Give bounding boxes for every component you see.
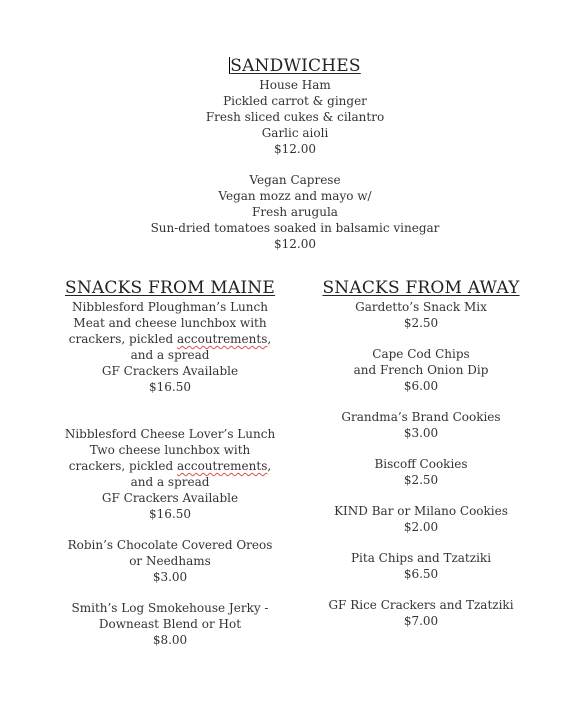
away-item-gardettos — [320, 299, 522, 331]
maine-item-ploughmans-lunch — [60, 299, 280, 395]
item-line: crackers, pickled accoutrements, — [68, 459, 272, 473]
item-price: $7.00 — [403, 614, 439, 628]
away-item-gf-rice-crackers — [320, 597, 522, 629]
item-price: $6.50 — [403, 567, 439, 581]
item-line: and a spread — [130, 348, 210, 362]
item-note: GF Crackers Available — [101, 364, 239, 378]
maine-item-robins-oreos — [60, 537, 280, 585]
item-price: $12.00 — [274, 237, 316, 251]
away-item-cape-cod-chips — [320, 346, 522, 394]
item-line: and a spread — [130, 475, 210, 489]
item-price: $2.50 — [403, 316, 439, 330]
away-item-kind-or-milano — [320, 503, 522, 535]
item-line: Fresh sliced cukes & cilantro — [205, 110, 385, 124]
item-name: KIND Bar or Milano Cookies — [334, 504, 508, 518]
item-price: $16.50 — [149, 507, 191, 521]
item-line: Sun-dried tomatoes soaked in balsamic vinegar — [150, 221, 440, 235]
item-price: $3.00 — [152, 570, 188, 584]
item-line: Garlic aioli — [261, 126, 329, 140]
item-name: Gardetto’s Snack Mix — [355, 300, 487, 314]
item-name: Biscoff Cookies — [374, 457, 468, 471]
item-name: Cape Cod Chips — [372, 347, 470, 361]
item-price: $8.00 — [152, 633, 188, 647]
snacks-from-away-title: SNACKS FROM AWAY — [322, 278, 520, 298]
maine-item-smiths-jerky — [60, 600, 280, 648]
item-price: $2.50 — [403, 473, 439, 487]
item-name: Pita Chips and Tzatziki — [350, 551, 492, 565]
item-note: GF Crackers Available — [101, 491, 239, 505]
item-name: Nibblesford Ploughman’s Lunch — [72, 300, 268, 314]
item-price: $12.00 — [274, 142, 316, 156]
misspelled-word: accoutrements — [176, 332, 268, 346]
item-line: Fresh arugula — [252, 205, 338, 219]
item-line: Meat and cheese lunchbox with — [73, 316, 267, 330]
item-line: crackers, pickled accoutrements, — [68, 332, 272, 346]
item-line: and French Onion Dip — [353, 363, 489, 377]
item-line: Two cheese lunchbox with — [89, 443, 251, 457]
item-name: Grandma’s Brand Cookies — [341, 410, 501, 424]
item-name: Smith’s Log Smokehouse Jerky - — [71, 601, 269, 615]
item-price: $3.00 — [403, 426, 439, 440]
item-price: $6.00 — [403, 379, 439, 393]
item-price: $16.50 — [149, 380, 191, 394]
snacks-from-away-section — [320, 277, 522, 629]
misspelled-word: accoutrements — [176, 459, 268, 473]
item-name: Robin’s Chocolate Covered Oreos — [67, 538, 273, 552]
sandwich-item-vegan-caprese — [0, 172, 580, 252]
item-line: Downeast Blend or Hot — [98, 617, 242, 631]
item-line: Vegan mozz and mayo w/ — [218, 189, 372, 203]
item-line: or Needhams — [129, 554, 211, 568]
item-line: House Ham — [259, 78, 331, 92]
item-name: GF Rice Crackers and Tzatziki — [328, 598, 514, 612]
sandwiches-title: SANDWICHES — [230, 56, 361, 76]
maine-item-cheese-lovers-lunch — [60, 426, 280, 522]
away-item-biscoff-cookies — [320, 456, 522, 488]
item-name: Nibblesford Cheese Lover’s Lunch — [64, 427, 276, 441]
away-item-pita-chips — [320, 550, 522, 582]
item-price: $2.00 — [403, 520, 439, 534]
item-line: Pickled carrot & ginger — [223, 94, 367, 108]
away-item-grandmas-cookies — [320, 409, 522, 441]
item-line: Vegan Caprese — [249, 173, 341, 187]
sandwiches-section — [0, 55, 580, 252]
snacks-from-maine-title: SNACKS FROM MAINE — [65, 278, 275, 298]
snacks-from-maine-section — [60, 277, 280, 648]
sandwich-item-ham — [0, 77, 580, 157]
